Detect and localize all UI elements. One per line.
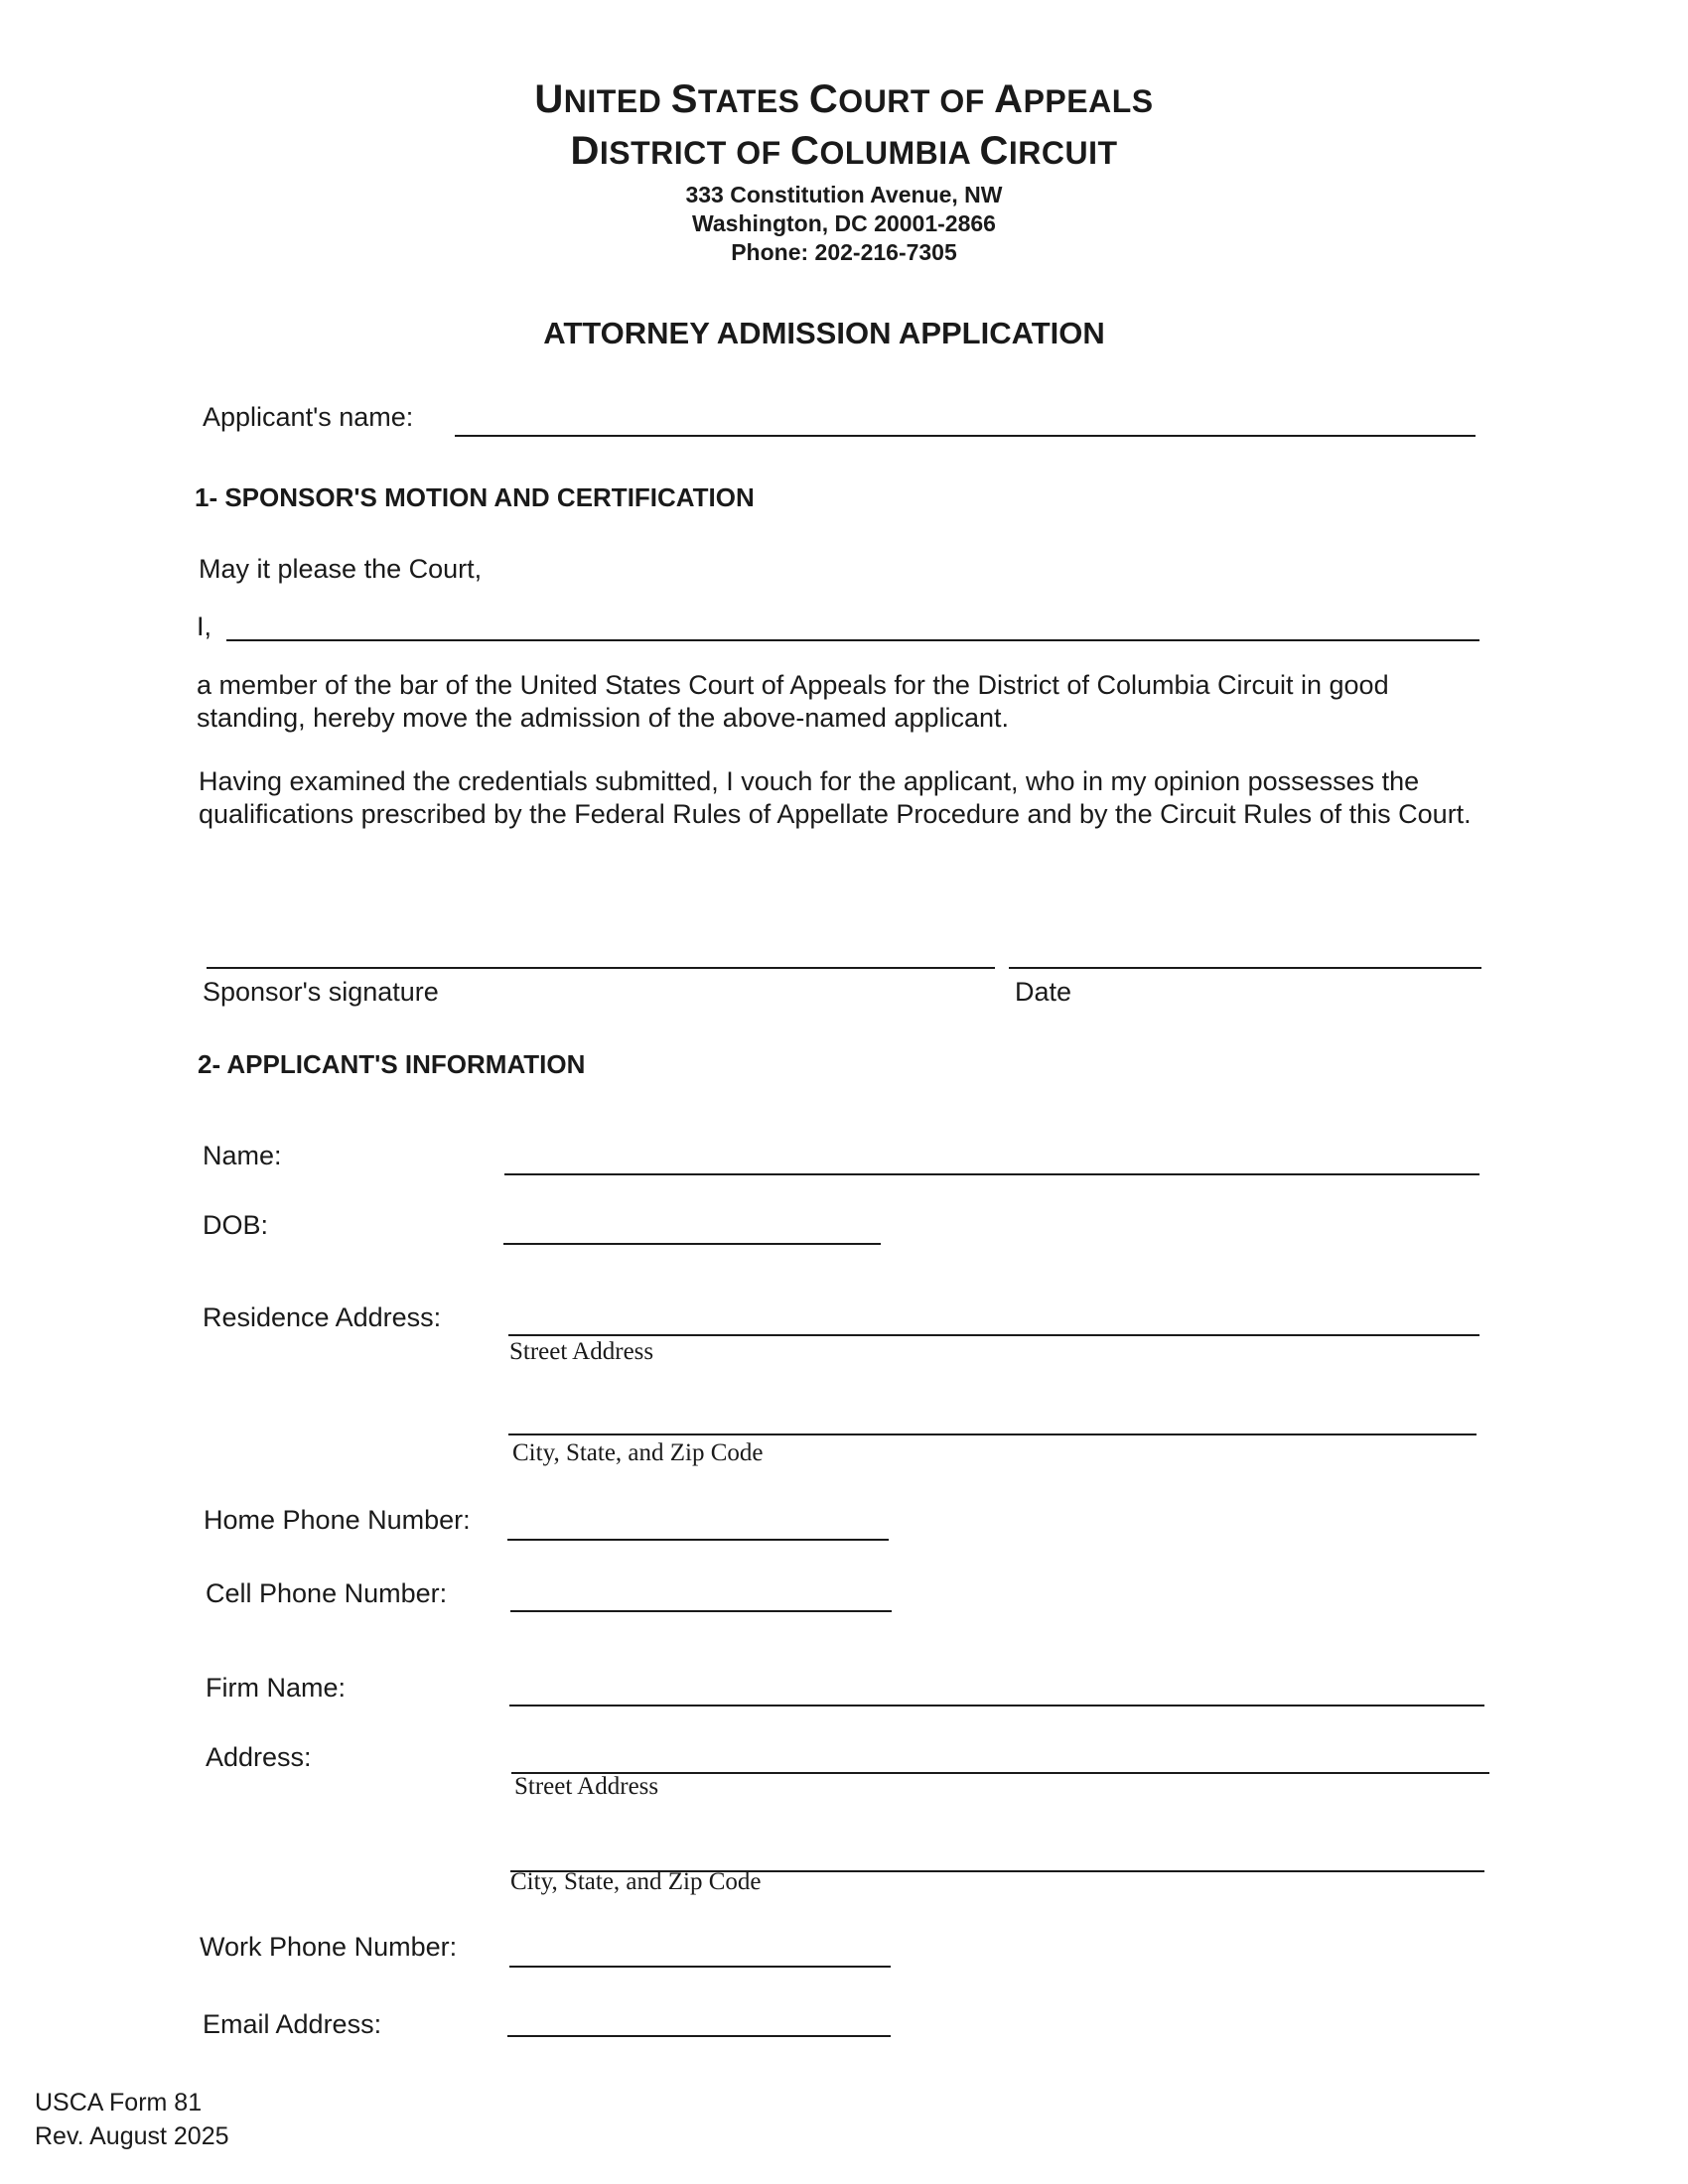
court-name-line1: UNITED STATES COURT OF APPEALS bbox=[534, 77, 1154, 121]
section2-heading: 2- APPLICANT'S INFORMATION bbox=[198, 1049, 586, 1079]
dob-field[interactable] bbox=[503, 1209, 881, 1245]
form-title: ATTORNEY ADMISSION APPLICATION bbox=[543, 316, 1105, 350]
home-phone-label: Home Phone Number: bbox=[204, 1505, 471, 1535]
firm-city-sublabel: City, State, and Zip Code bbox=[510, 1868, 762, 1895]
firm-city-field[interactable] bbox=[510, 1837, 1484, 1872]
sponsor-i-label: I, bbox=[197, 612, 212, 641]
sponsor-name-field[interactable] bbox=[226, 606, 1479, 641]
date-label: Date bbox=[1015, 977, 1072, 1007]
sponsor-signature-field[interactable] bbox=[207, 933, 995, 969]
residence-city-sublabel: City, State, and Zip Code bbox=[512, 1439, 764, 1466]
cell-phone-field[interactable] bbox=[510, 1576, 892, 1612]
court-name-line2: DISTRICT OF COLUMBIA CIRCUIT bbox=[570, 129, 1118, 173]
section1-heading: 1- SPONSOR'S MOTION AND CERTIFICATION bbox=[195, 482, 755, 512]
sponsor-date-field[interactable] bbox=[1009, 933, 1481, 969]
firm-address-label: Address: bbox=[206, 1742, 312, 1772]
email-field[interactable] bbox=[507, 2001, 891, 2037]
work-phone-label: Work Phone Number: bbox=[200, 1932, 458, 1962]
applicant-name-label: Applicant's name: bbox=[203, 402, 414, 432]
firm-name-label: Firm Name: bbox=[206, 1673, 346, 1703]
residence-address-label: Residence Address: bbox=[203, 1302, 442, 1332]
court-phone: Phone: 202-216-7305 bbox=[731, 239, 957, 265]
form-number: USCA Form 81 bbox=[35, 2089, 203, 2116]
name-label: Name: bbox=[203, 1141, 282, 1170]
residence-city-field[interactable] bbox=[508, 1400, 1477, 1435]
firm-street-sublabel: Street Address bbox=[514, 1773, 659, 1800]
form-revision: Rev. August 2025 bbox=[35, 2122, 229, 2150]
firm-street-field[interactable] bbox=[511, 1738, 1489, 1774]
sponsor-paragraph2: Having examined the credentials submitted, I vouch for the applicant, who in my opinion possesses the qualifications prescribed by the Federal Rules of Appellate Procedure and by the Circuit Rules of this Court. bbox=[199, 766, 1472, 829]
signature-label: Sponsor's signature bbox=[203, 977, 439, 1007]
residence-street-sublabel: Street Address bbox=[509, 1338, 654, 1365]
sponsor-paragraph1: a member of the bar of the United States Court of Appeals for the District of Columbia Circuit in good standing, hereby move the admission of the above-named applicant. bbox=[197, 670, 1389, 733]
cell-phone-label: Cell Phone Number: bbox=[206, 1578, 448, 1608]
dob-label: DOB: bbox=[203, 1210, 269, 1240]
firm-name-field[interactable] bbox=[509, 1671, 1484, 1706]
applicant-name-field[interactable] bbox=[455, 401, 1476, 437]
home-phone-field[interactable] bbox=[507, 1505, 889, 1541]
email-label: Email Address: bbox=[203, 2009, 382, 2039]
court-city: Washington, DC 20001-2866 bbox=[692, 210, 996, 236]
work-phone-field[interactable] bbox=[509, 1932, 891, 1968]
name-field[interactable] bbox=[504, 1140, 1479, 1175]
court-street: 333 Constitution Avenue, NW bbox=[685, 182, 1003, 207]
residence-street-field[interactable] bbox=[508, 1300, 1479, 1336]
salutation: May it please the Court, bbox=[199, 554, 483, 584]
